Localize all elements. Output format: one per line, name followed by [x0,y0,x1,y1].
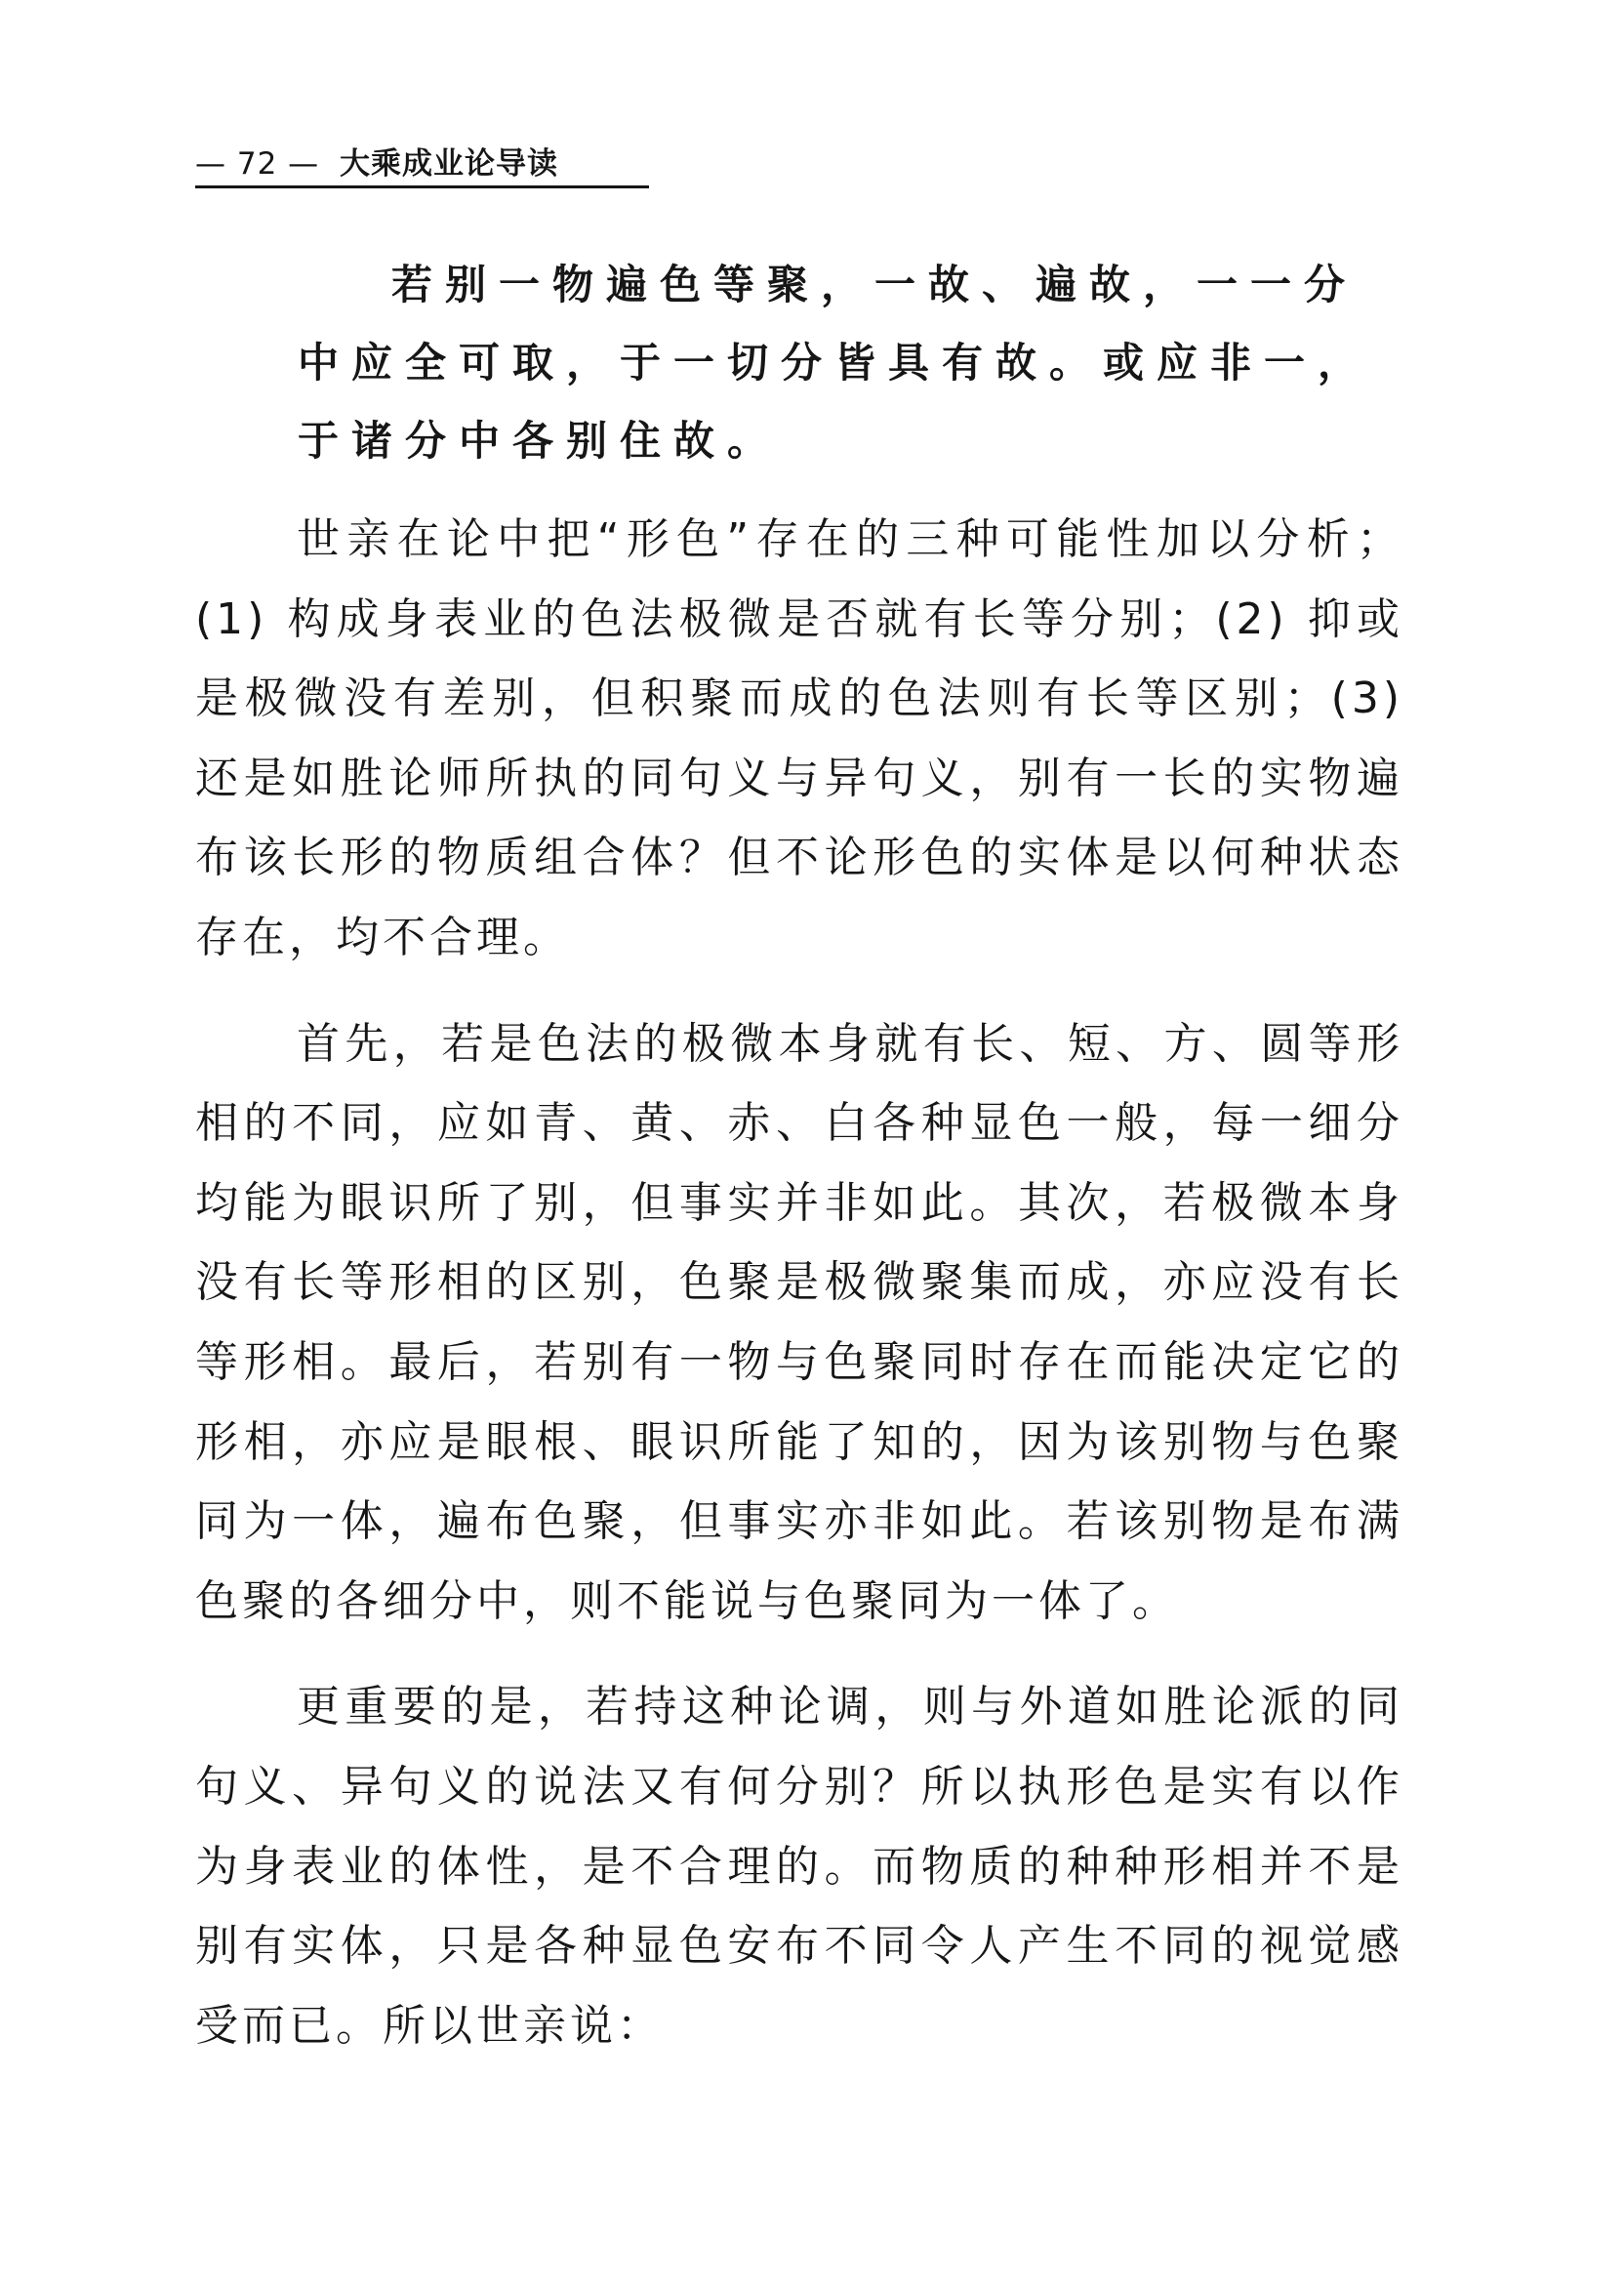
book-title: 大乘成业论导读 [340,146,559,182]
body-text [195,500,1403,2092]
quoted-passage [298,246,1401,480]
page-number: — 72 — [195,146,320,182]
paragraph-1: 世亲在论中把“形色”存在的三种可能性加以分析；(1) 构成身表业的色法极微是否就有长等分别；(2) 抑或是极微没有差别，但积聚而成的色法则有长等区别；(3) 还是如胜论师所执的同句义与异句义，别有一长的实物遍布该长形的物质组合体？但不论形色的实体是以何种状态存在，均不合理。 [195,514,1403,962]
running-head [195,144,558,184]
paragraph-2: 首先，若是色法的极微本身就有长、短、方、圆等形相的不同，应如青、黄、赤、白各种显色一般，每一细分均能为眼识所了别，但事实并非如此。其次，若极微本身没有长等形相的区别，色聚是极微聚集而成，亦应没有长等形相。最后，若别有一物与色聚同时存在而能决定它的形相，亦应是眼根、眼识所能了知的，因为该别物与色聚同为一体，遍布色聚，但事实亦非如此。若该别物是布满色聚的各细分中，则不能说与色聚同为一体了。 [195,1018,1403,1626]
quote-text: 若别一物遍色等聚，一故、遍故，一一分中应全可取，于一切分皆具有故。或应非一，于诸分中各别住故。 [298,261,1372,465]
header-rule [195,185,649,188]
paragraph-3: 更重要的是，若持这种论调，则与外道如胜论派的同句义、异句义的说法又有何分别？所以执形色是实有以作为身表业的体性，是不合理的。而物质的种种形相并不是别有实体，只是各种显色安布不同令人产生不同的视觉感受而已。所以世亲说： [195,1682,1403,2051]
